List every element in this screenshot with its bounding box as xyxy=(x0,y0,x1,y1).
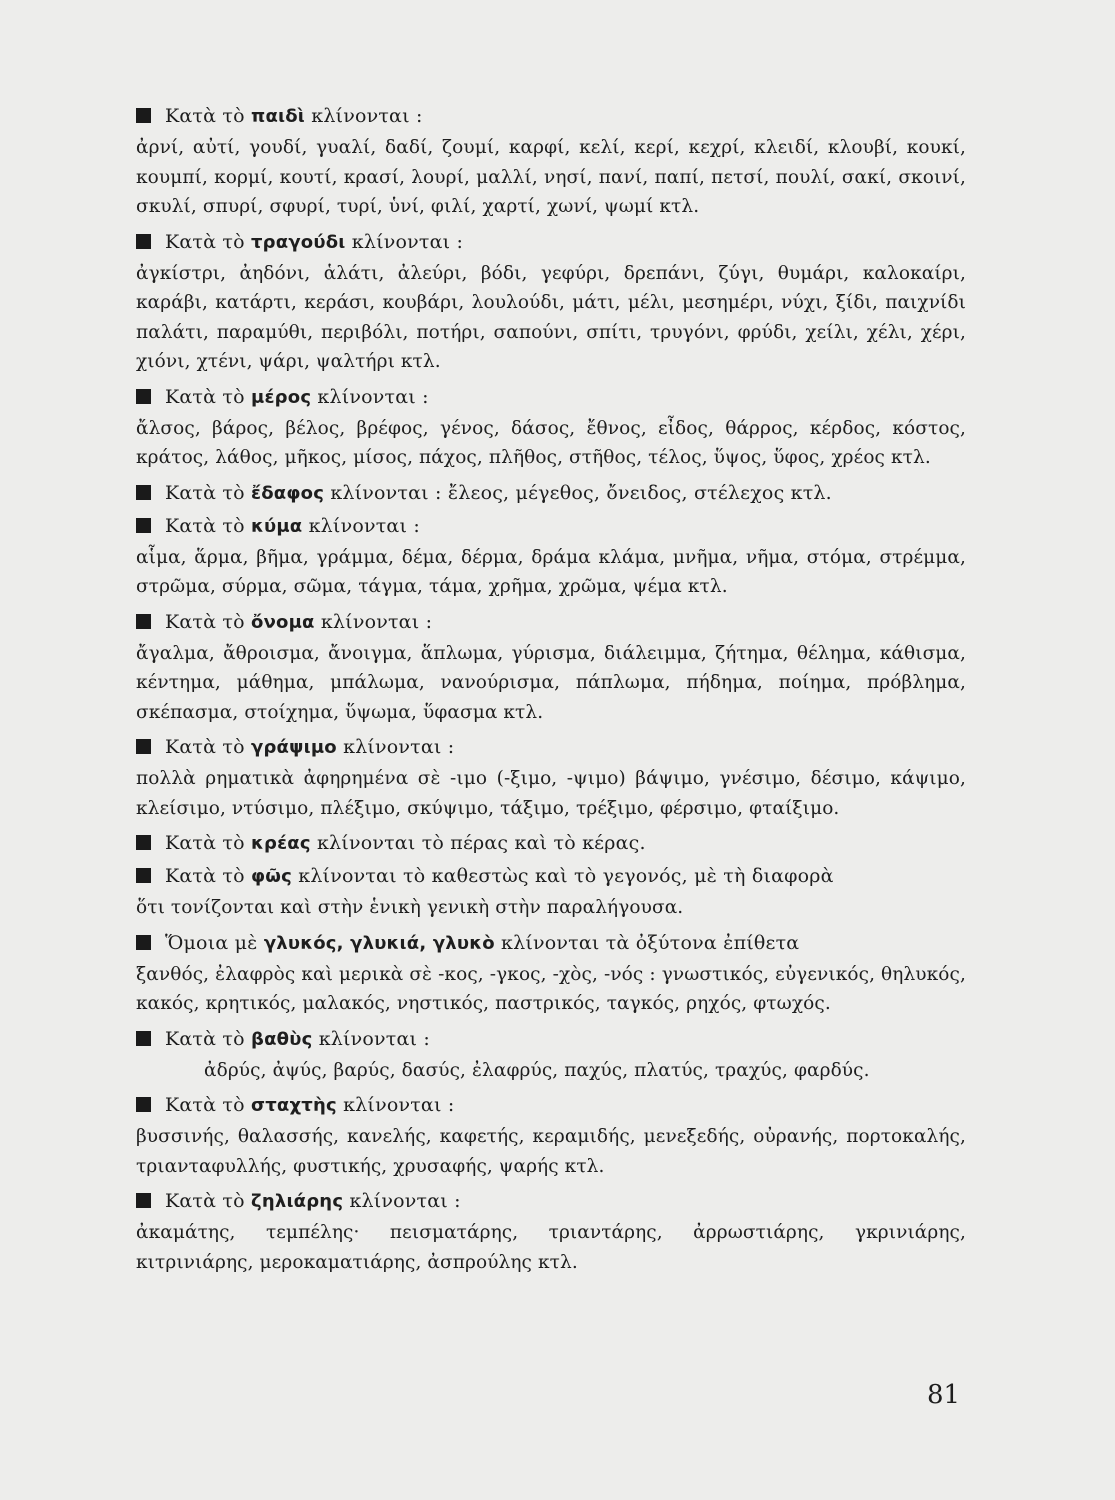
entry-heading xyxy=(136,1185,966,1218)
square-bullet-icon xyxy=(136,234,151,249)
heading-keyword: σταχτὴς xyxy=(251,1095,337,1116)
heading-keyword: φῶς xyxy=(251,866,292,887)
entry-body: ἀρνί, αὐτί, γουδί, γυαλί, δαδί, ζουμί, καρφί, κελί, κερί, κεχρί, κλειδί, κλουβί, κουκί, κουμπί, κορμί, κουτί, κρασί, λουρί, μαλλί, νησί, πανί, παπί, πετσί, πουλί, σακί, σκοινί, σκυλί, σπυρί, σφυρί, τυρί, ὑνί, φιλί, χαρτί, χωνί, ψωμί κτλ. xyxy=(136,137,966,217)
entry-paidi xyxy=(136,100,966,222)
square-bullet-icon xyxy=(136,835,151,850)
entry-body: πολλὰ ρηματικὰ ἀφηρημένα σὲ -ιμο (-ξιμο, -ψιμο) βάψιμο, γνέσιμο, δέσιμο, κάψιμο, κλείσιμο, ντύσιμο, πλέξιμο, σκύψιμο, τάξιμο, τρέξιμο, φέρσιμο, φταίξιμο. xyxy=(136,768,966,819)
entry-onoma xyxy=(136,606,966,728)
heading-lead: Κατὰ τὸ xyxy=(165,736,251,758)
heading-tail: κλίνονται τὰ ὀξύτονα ἐπίθετα xyxy=(494,931,800,954)
heading-tail: κλίνονται : xyxy=(336,736,455,758)
heading-tail: κλίνονται : ἔλεος, μέγεθος, ὄνειδος, στέλεχος κτλ. xyxy=(324,481,832,504)
square-bullet-icon xyxy=(136,935,151,950)
entry-heading xyxy=(136,100,966,133)
heading-tail: κλίνονται τὸ πέρας καὶ τὸ κέρας. xyxy=(310,832,646,854)
heading-tail: κλίνονται : xyxy=(302,514,420,537)
entry-fos xyxy=(136,860,966,923)
entry-body: ἀκαμάτης, τεμπέλης· πεισματάρης, τριαντάρης, ἀρρωστιάρης, γκρινιάρης, κιτρινιάρης, μεροκαματιάρης, ἀσπρούλης κτλ. xyxy=(136,1222,966,1273)
heading-lead: Κατὰ τὸ xyxy=(165,514,251,537)
heading-tail: κλίνονται : xyxy=(311,385,429,408)
heading-keyword: τραγούδι xyxy=(251,231,346,253)
entry-kyma xyxy=(136,510,966,602)
square-bullet-icon xyxy=(136,108,151,123)
heading-lead: Κατὰ τὸ xyxy=(165,865,251,887)
entry-body: ἄλσος, βάρος, βέλος, βρέφος, γένος, δάσος, ἔθνος, εἶδος, θάρρος, κέρδος, κόστος, κράτος, λάθος, μῆκος, μίσος, πάχος, πλῆθος, στῆθος, τέλος, ὕψος, ὕφος, χρέος κτλ. xyxy=(136,417,966,468)
entry-glykos xyxy=(136,927,966,1019)
square-bullet-icon xyxy=(136,1097,151,1112)
entry-body: αἷμα, ἅρμα, βῆμα, γράμμα, δέμα, δέρμα, δράμα κλάμα, μνῆμα, νῆμα, στόμα, στρέμμα, στρῶμα, σύρμα, σῶμα, τάγμα, τάμα, χρῆμα, χρῶμα, ψέμα κτλ. xyxy=(136,546,966,597)
entry-tragoudi xyxy=(136,226,966,377)
square-bullet-icon xyxy=(136,868,151,883)
heading-tail: κλίνονται : xyxy=(314,610,433,633)
heading-lead: Κατὰ τὸ xyxy=(165,610,251,633)
entry-heading xyxy=(136,381,966,414)
heading-keyword: ζηλιάρης xyxy=(251,1191,344,1212)
heading-lead: Κατὰ τὸ xyxy=(165,1027,251,1050)
square-bullet-icon xyxy=(136,1193,151,1208)
page-number: 81 xyxy=(927,1380,961,1410)
heading-keyword: γλυκός, γλυκιά, γλυκὸ xyxy=(263,932,495,954)
heading-lead: Κατὰ τὸ xyxy=(165,230,251,253)
entry-heading xyxy=(136,477,966,510)
square-bullet-icon xyxy=(136,389,151,404)
entry-heading xyxy=(136,860,966,893)
document-page xyxy=(136,100,966,1281)
square-bullet-icon xyxy=(136,518,151,533)
square-bullet-icon xyxy=(136,485,151,500)
entry-body: ἄγαλμα, ἄθροισμα, ἄνοιγμα, ἅπλωμα, γύρισμα, διάλειμμα, ζήτημα, θέλημα, κάθισμα, κέντημα, μάθημα, μπάλωμα, νανούρισμα, πάπλωμα, πήδημα, ποίημα, πρόβλημα, σκέπασμα, στοίχημα, ὕψωμα, ὕφασμα κτλ. xyxy=(136,642,966,723)
entry-heading xyxy=(136,510,966,543)
heading-tail: κλίνονται : xyxy=(343,1190,461,1212)
entry-body: ἀδρύς, ἀψύς, βαρύς, δασύς, ἐλαφρύς, παχύς, πλατύς, τραχύς, φαρδύς. xyxy=(204,1059,870,1081)
entry-heading xyxy=(136,1089,966,1122)
heading-lead: Κατὰ τὸ xyxy=(165,832,251,854)
heading-tail: κλίνονται : xyxy=(305,105,423,127)
heading-keyword: γράψιμο xyxy=(251,737,337,758)
entry-heading xyxy=(136,606,966,639)
heading-lead: Κατὰ τὸ xyxy=(165,105,251,127)
entry-kreas xyxy=(136,827,966,860)
entry-heading xyxy=(136,226,966,259)
heading-keyword: μέρος xyxy=(251,386,312,408)
heading-tail: κλίνονται : xyxy=(312,1027,431,1050)
entry-meros xyxy=(136,381,966,473)
entry-heading xyxy=(136,827,966,860)
entry-body: βυσσινής, θαλασσής, κανελής, καφετής, κεραμιδής, μενεξεδής, οὐρανής, πορτοκαλής, τριανταφυλλής, φυστικής, χρυσαφής, ψαρής κτλ. xyxy=(136,1126,966,1177)
entry-heading xyxy=(136,927,966,960)
heading-keyword: κύμα xyxy=(251,515,303,537)
entry-heading xyxy=(136,1023,966,1056)
heading-tail: κλίνονται : xyxy=(336,1094,455,1116)
heading-keyword: κρέας xyxy=(251,833,311,854)
heading-lead: Κατὰ τὸ xyxy=(165,481,251,504)
entry-edafos xyxy=(136,477,966,510)
entry-staxtis xyxy=(136,1089,966,1181)
heading-keyword: παιδὶ xyxy=(251,106,305,127)
heading-lead: Κατὰ τὸ xyxy=(165,1190,251,1212)
heading-tail: κλίνονται : xyxy=(345,230,464,253)
entry-ziliaris xyxy=(136,1185,966,1277)
entry-body: ὅτι τονίζονται καὶ στὴν ἑνικὴ γενικὴ στὴν παραλήγουσα. xyxy=(136,897,684,918)
entry-body: ἀγκίστρι, ἀηδόνι, ἁλάτι, ἀλεύρι, βόδι, γεφύρι, δρεπάνι, ζύγι, θυμάρι, καλοκαίρι, καράβι, κατάρτι, κεράσι, κουβάρι, λουλούδι, μάτι, μέλι, μεσημέρι, νύχι, ξίδι, παιχνίδι παλάτι, παραμύθι, περιβόλι, ποτήρι, σαπούνι, σπίτι, τρυγόνι, φρύδι, χείλι, χέλι, χέρι, χιόνι, χτένι, ψάρι, ψαλτήρι κτλ. xyxy=(136,262,966,372)
square-bullet-icon xyxy=(136,614,151,629)
entry-heading xyxy=(136,731,966,764)
heading-keyword: βαθὺς xyxy=(251,1028,313,1050)
square-bullet-icon xyxy=(136,739,151,754)
entry-body: ξανθός, ἐλαφρὸς καὶ μερικὰ σὲ -κος, -γκος, -χὸς, -νός : γνωστικός, εὐγενικός, θηλυκός, κακός, κρητικός, μαλακός, νηστικός, παστρικός, ταγκός, ρηχός, φτωχός. xyxy=(136,963,966,1014)
heading-keyword: ἔδαφος xyxy=(251,482,325,504)
heading-tail: κλίνονται τὸ καθεστὼς καὶ τὸ γεγονός, μὲ τὴ διαφορὰ xyxy=(292,865,834,887)
heading-keyword: ὄνομα xyxy=(251,611,315,633)
square-bullet-icon xyxy=(136,1031,151,1046)
heading-lead: Ὅμοια μὲ xyxy=(165,931,264,954)
heading-lead: Κατὰ τὸ xyxy=(165,385,251,408)
heading-lead: Κατὰ τὸ xyxy=(165,1094,251,1116)
entry-vathys xyxy=(136,1023,966,1086)
entry-grapsimo xyxy=(136,731,966,823)
